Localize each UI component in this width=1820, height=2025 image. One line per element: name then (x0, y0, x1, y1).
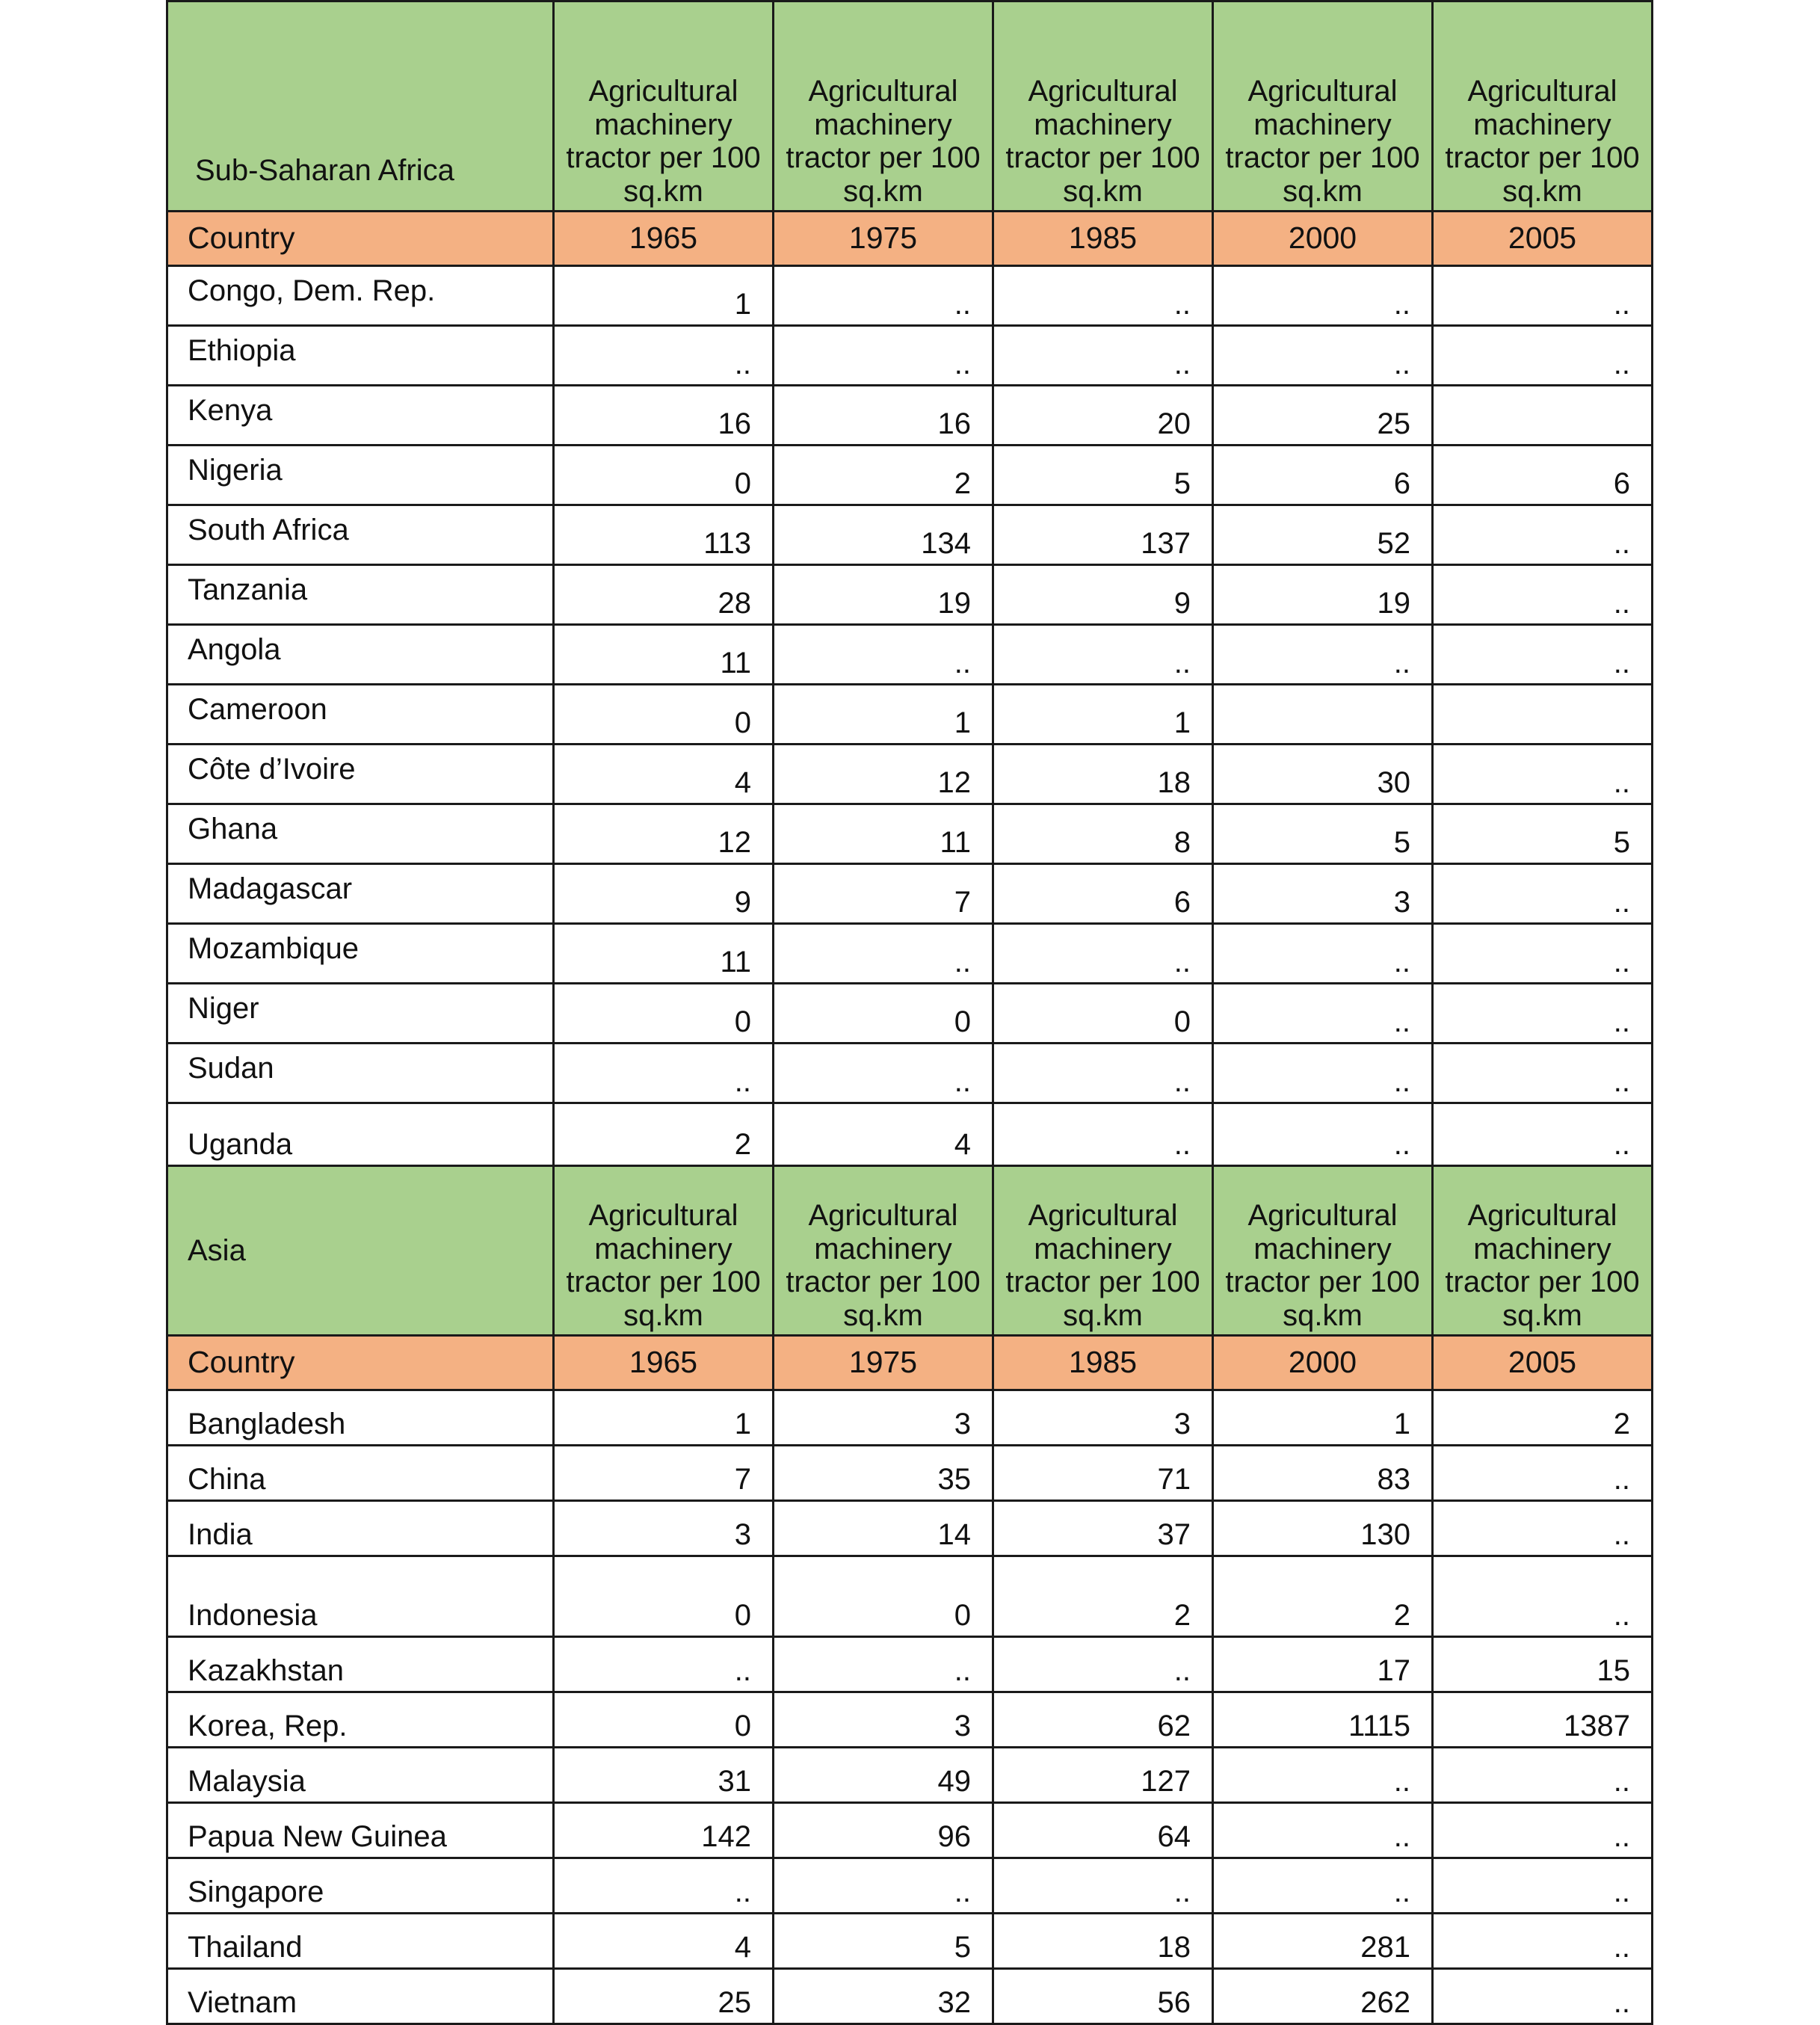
country-name-cell: Kenya (167, 386, 554, 446)
country-name-cell: Bangladesh (167, 1390, 554, 1446)
country-name-cell: China (167, 1446, 554, 1501)
asia-year-header: 2000 (1213, 1336, 1433, 1390)
asia-indicator-header-row (167, 1166, 1653, 1336)
asia-indicator-header: Agricultural machinery tractor per 100 sq.km (993, 1166, 1213, 1336)
value-cell: 52 (1213, 505, 1433, 565)
asia-indicator-header: Agricultural machinery tractor per 100 sq.km (554, 1166, 774, 1336)
value-cell: 62 (993, 1692, 1213, 1748)
value-cell: .. (774, 1858, 993, 1914)
value-cell: .. (1213, 1044, 1433, 1103)
value-cell: 0 (993, 984, 1213, 1044)
value-cell: .. (1433, 1914, 1653, 1969)
africa-indicator-header: Agricultural machinery tractor per 100 sq.km (993, 1, 1213, 212)
country-name-cell: Congo, Dem. Rep. (167, 266, 554, 326)
value-cell: 8 (993, 804, 1213, 864)
asia-table-row (167, 1390, 1653, 1446)
value-cell: 7 (554, 1446, 774, 1501)
value-cell: 1115 (1213, 1692, 1433, 1748)
africa-table-row (167, 804, 1653, 864)
value-cell: .. (554, 1637, 774, 1692)
value-cell: 0 (774, 984, 993, 1044)
africa-year-header: 1965 (554, 212, 774, 266)
value-cell: 5 (993, 446, 1213, 505)
asia-year-header: 2005 (1433, 1336, 1653, 1390)
value-cell: 16 (554, 386, 774, 446)
value-cell: 83 (1213, 1446, 1433, 1501)
value-cell: .. (1433, 1858, 1653, 1914)
country-name-cell: Mozambique (167, 924, 554, 984)
asia-indicator-header: Agricultural machinery tractor per 100 sq.km (774, 1166, 993, 1336)
value-cell: .. (1433, 625, 1653, 685)
country-name-cell: Madagascar (167, 864, 554, 924)
value-cell: 18 (993, 745, 1213, 804)
africa-indicator-header: Agricultural machinery tractor per 100 sq.km (554, 1, 774, 212)
value-cell: .. (993, 1103, 1213, 1166)
asia-indicator-header: Agricultural machinery tractor per 100 sq.km (1433, 1166, 1653, 1336)
africa-table-row (167, 984, 1653, 1044)
value-cell: .. (1433, 1446, 1653, 1501)
value-cell: 6 (1433, 446, 1653, 505)
value-cell: 134 (774, 505, 993, 565)
value-cell: .. (1213, 1858, 1433, 1914)
country-name-cell: Côte d’Ivoire (167, 745, 554, 804)
value-cell: .. (1433, 1803, 1653, 1858)
value-cell: 0 (774, 1556, 993, 1637)
value-cell: .. (1433, 1748, 1653, 1803)
value-cell: 6 (993, 864, 1213, 924)
value-cell: 3 (993, 1390, 1213, 1446)
country-name-cell: Vietnam (167, 1969, 554, 2024)
value-cell: .. (774, 1044, 993, 1103)
value-cell: 1 (554, 266, 774, 326)
asia-table-row (167, 1914, 1653, 1969)
value-cell: 127 (993, 1748, 1213, 1803)
value-cell: .. (1433, 565, 1653, 625)
africa-indicator-header-row (167, 1, 1653, 212)
value-cell: 11 (554, 924, 774, 984)
value-cell: 20 (993, 386, 1213, 446)
asia-table-row (167, 1692, 1653, 1748)
asia-table-row (167, 1501, 1653, 1556)
value-cell: 11 (774, 804, 993, 864)
value-cell: 3 (1213, 864, 1433, 924)
value-cell: .. (1433, 505, 1653, 565)
value-cell: 28 (554, 565, 774, 625)
value-cell: 25 (1213, 386, 1433, 446)
asia-table-row (167, 1969, 1653, 2024)
asia-table-row (167, 1637, 1653, 1692)
africa-table-row (167, 864, 1653, 924)
tractor-data-table (166, 0, 1653, 2025)
value-cell: 1387 (1433, 1692, 1653, 1748)
country-name-cell: Tanzania (167, 565, 554, 625)
asia-region-title: Asia (167, 1166, 554, 1336)
value-cell: .. (774, 625, 993, 685)
country-name-cell: Sudan (167, 1044, 554, 1103)
value-cell: .. (1213, 924, 1433, 984)
country-name-cell: Ghana (167, 804, 554, 864)
value-cell: 19 (774, 565, 993, 625)
asia-country-column-header: Country (167, 1336, 554, 1390)
africa-table-row (167, 625, 1653, 685)
country-name-cell: Uganda (167, 1103, 554, 1166)
value-cell: 16 (774, 386, 993, 446)
value-cell: 2 (993, 1556, 1213, 1637)
value-cell: 19 (1213, 565, 1433, 625)
value-cell: .. (1213, 1748, 1433, 1803)
value-cell: 18 (993, 1914, 1213, 1969)
asia-table-row (167, 1803, 1653, 1858)
value-cell: .. (1213, 1103, 1433, 1166)
value-cell: .. (774, 1637, 993, 1692)
value-cell: 2 (1433, 1390, 1653, 1446)
value-cell: 71 (993, 1446, 1213, 1501)
value-cell: 130 (1213, 1501, 1433, 1556)
value-cell: 0 (554, 446, 774, 505)
africa-table-row (167, 565, 1653, 625)
asia-year-header: 1965 (554, 1336, 774, 1390)
africa-table-row (167, 685, 1653, 745)
value-cell: 49 (774, 1748, 993, 1803)
value-cell: 0 (554, 1692, 774, 1748)
value-cell: .. (1433, 984, 1653, 1044)
value-cell: 262 (1213, 1969, 1433, 2024)
value-cell: .. (993, 1858, 1213, 1914)
value-cell: 96 (774, 1803, 993, 1858)
value-cell: .. (554, 326, 774, 386)
value-cell: 25 (554, 1969, 774, 2024)
value-cell: .. (993, 266, 1213, 326)
value-cell: 11 (554, 625, 774, 685)
value-cell: 1 (554, 1390, 774, 1446)
africa-indicator-header: Agricultural machinery tractor per 100 sq.km (774, 1, 993, 212)
value-cell: 32 (774, 1969, 993, 2024)
value-cell: 15 (1433, 1637, 1653, 1692)
value-cell: 2 (774, 446, 993, 505)
value-cell: 2 (554, 1103, 774, 1166)
value-cell: 14 (774, 1501, 993, 1556)
africa-table-row (167, 446, 1653, 505)
value-cell: .. (1433, 1044, 1653, 1103)
asia-year-header: 1985 (993, 1336, 1213, 1390)
asia-table-row (167, 1446, 1653, 1501)
value-cell: .. (993, 1044, 1213, 1103)
value-cell: 37 (993, 1501, 1213, 1556)
value-cell (1433, 685, 1653, 745)
value-cell: .. (774, 326, 993, 386)
value-cell: .. (1433, 1969, 1653, 2024)
value-cell: .. (1433, 326, 1653, 386)
africa-year-header-row (167, 212, 1653, 266)
africa-table-row (167, 386, 1653, 446)
value-cell: 3 (774, 1390, 993, 1446)
value-cell: .. (993, 625, 1213, 685)
value-cell: 5 (774, 1914, 993, 1969)
country-name-cell: Papua New Guinea (167, 1803, 554, 1858)
value-cell: 12 (774, 745, 993, 804)
country-name-cell: Indonesia (167, 1556, 554, 1637)
asia-year-header-row (167, 1336, 1653, 1390)
value-cell: .. (1213, 984, 1433, 1044)
value-cell (1213, 685, 1433, 745)
value-cell: 5 (1213, 804, 1433, 864)
country-name-cell: Kazakhstan (167, 1637, 554, 1692)
value-cell: 3 (774, 1692, 993, 1748)
value-cell: .. (1213, 266, 1433, 326)
value-cell: 64 (993, 1803, 1213, 1858)
africa-table-row (167, 1103, 1653, 1166)
africa-year-header: 2005 (1433, 212, 1653, 266)
value-cell: 1 (1213, 1390, 1433, 1446)
value-cell: .. (554, 1044, 774, 1103)
value-cell: 9 (554, 864, 774, 924)
value-cell: .. (993, 326, 1213, 386)
africa-table-row (167, 505, 1653, 565)
africa-region-title: Sub-Saharan Africa (167, 1, 554, 212)
africa-table-row (167, 924, 1653, 984)
value-cell: .. (1433, 924, 1653, 984)
value-cell: 30 (1213, 745, 1433, 804)
africa-indicator-header: Agricultural machinery tractor per 100 sq.km (1213, 1, 1433, 212)
value-cell: .. (774, 266, 993, 326)
value-cell: 3 (554, 1501, 774, 1556)
value-cell: 4 (554, 1914, 774, 1969)
value-cell: 2 (1213, 1556, 1433, 1637)
asia-year-header: 1975 (774, 1336, 993, 1390)
country-name-cell: Singapore (167, 1858, 554, 1914)
value-cell: .. (1433, 745, 1653, 804)
value-cell: 9 (993, 565, 1213, 625)
value-cell: .. (993, 924, 1213, 984)
value-cell: 5 (1433, 804, 1653, 864)
value-cell: 6 (1213, 446, 1433, 505)
africa-table-row (167, 266, 1653, 326)
value-cell: .. (1433, 864, 1653, 924)
value-cell: 142 (554, 1803, 774, 1858)
country-name-cell: Ethiopia (167, 326, 554, 386)
value-cell: 113 (554, 505, 774, 565)
value-cell: 31 (554, 1748, 774, 1803)
value-cell: 12 (554, 804, 774, 864)
africa-country-column-header: Country (167, 212, 554, 266)
value-cell: .. (1433, 1556, 1653, 1637)
asia-table-row (167, 1748, 1653, 1803)
value-cell: .. (1433, 266, 1653, 326)
africa-indicator-header: Agricultural machinery tractor per 100 sq.km (1433, 1, 1653, 212)
africa-table-row (167, 745, 1653, 804)
value-cell: .. (774, 924, 993, 984)
country-name-cell: Nigeria (167, 446, 554, 505)
value-cell: .. (1213, 1803, 1433, 1858)
value-cell: 281 (1213, 1914, 1433, 1969)
value-cell: 137 (993, 505, 1213, 565)
africa-year-header: 1985 (993, 212, 1213, 266)
value-cell: .. (1213, 625, 1433, 685)
asia-table-row (167, 1556, 1653, 1637)
value-cell: 4 (774, 1103, 993, 1166)
value-cell: 56 (993, 1969, 1213, 2024)
africa-year-header: 2000 (1213, 212, 1433, 266)
africa-year-header: 1975 (774, 212, 993, 266)
country-name-cell: Angola (167, 625, 554, 685)
value-cell: 0 (554, 685, 774, 745)
value-cell: 1 (993, 685, 1213, 745)
country-name-cell: India (167, 1501, 554, 1556)
value-cell: 0 (554, 1556, 774, 1637)
value-cell: 35 (774, 1446, 993, 1501)
value-cell: 17 (1213, 1637, 1433, 1692)
country-name-cell: Malaysia (167, 1748, 554, 1803)
country-name-cell: Niger (167, 984, 554, 1044)
value-cell: .. (993, 1637, 1213, 1692)
country-name-cell: Cameroon (167, 685, 554, 745)
value-cell (1433, 386, 1653, 446)
asia-indicator-header: Agricultural machinery tractor per 100 sq.km (1213, 1166, 1433, 1336)
value-cell: 4 (554, 745, 774, 804)
value-cell: 7 (774, 864, 993, 924)
country-name-cell: South Africa (167, 505, 554, 565)
value-cell: 1 (774, 685, 993, 745)
africa-table-row (167, 326, 1653, 386)
value-cell: .. (554, 1858, 774, 1914)
asia-table-row (167, 1858, 1653, 1914)
country-name-cell: Thailand (167, 1914, 554, 1969)
country-name-cell: Korea, Rep. (167, 1692, 554, 1748)
value-cell: .. (1213, 326, 1433, 386)
africa-table-row (167, 1044, 1653, 1103)
value-cell: .. (1433, 1501, 1653, 1556)
value-cell: 0 (554, 984, 774, 1044)
value-cell: .. (1433, 1103, 1653, 1166)
